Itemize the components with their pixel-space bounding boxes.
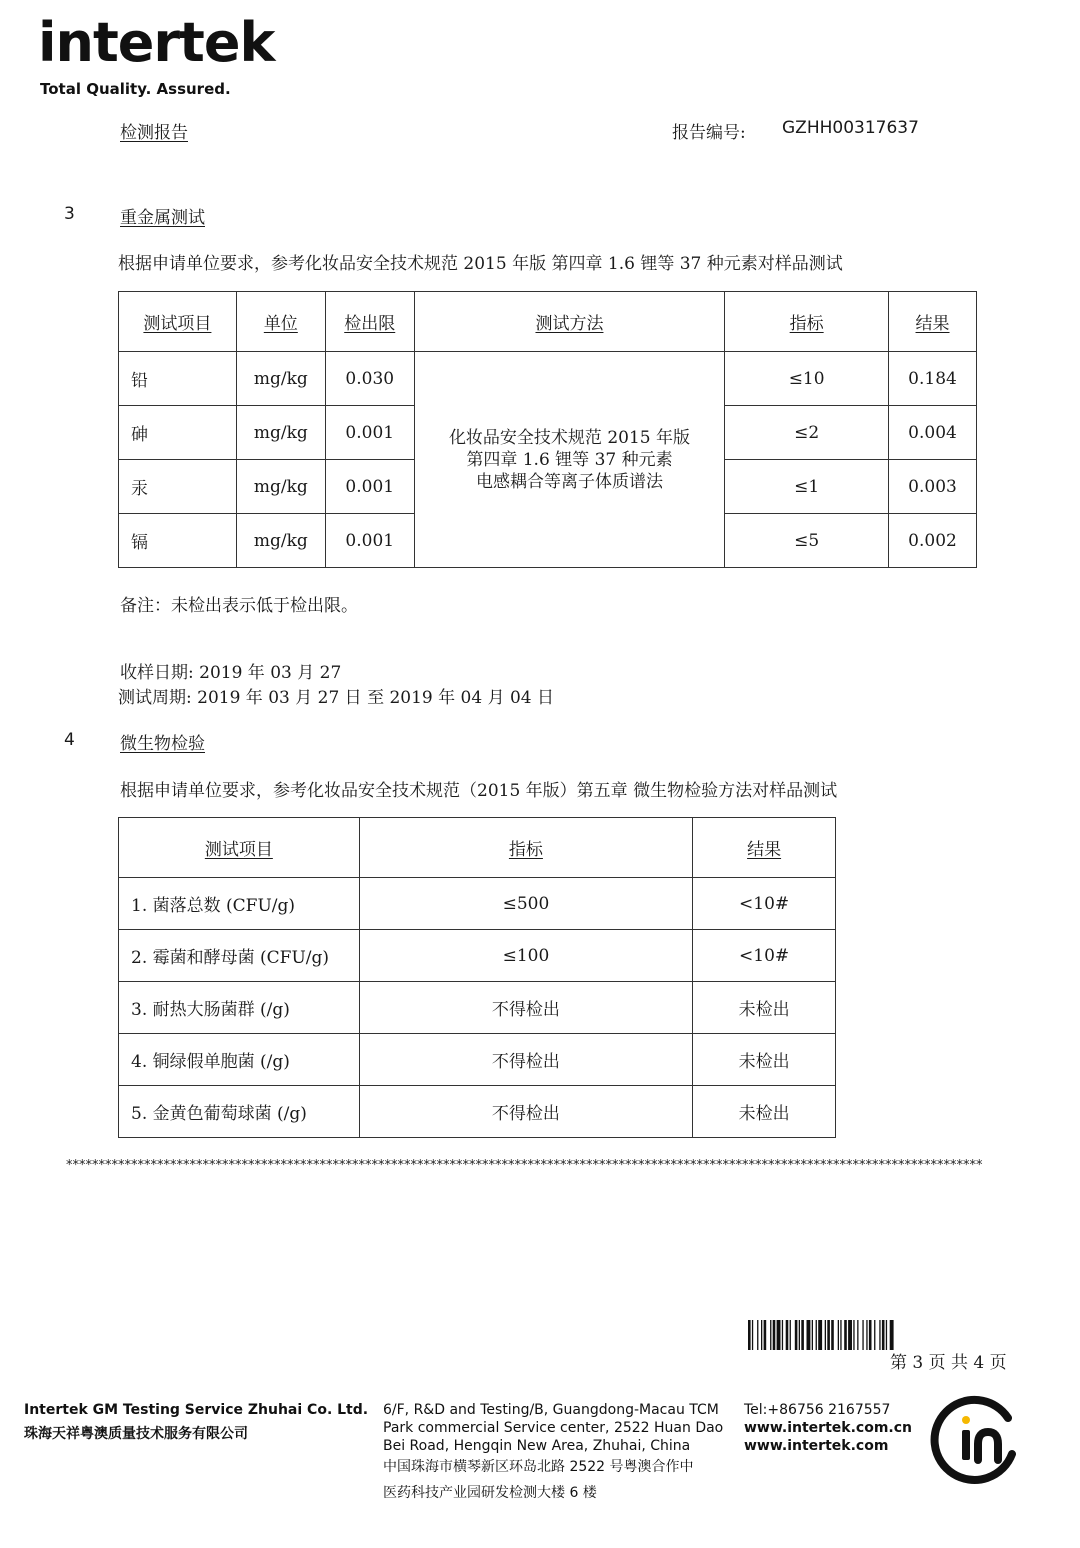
row-unit: mg/kg [236, 352, 325, 406]
table-row [119, 930, 836, 982]
row-limit: 0.001 [325, 514, 414, 568]
website-com: www.intertek.com [744, 1438, 889, 1454]
row-unit: mg/kg [236, 406, 325, 460]
address-line: 医药科技产业园研发检测大楼 6 楼 [383, 1485, 597, 1501]
company-name-cn: 珠海天祥粤澳质量技术服务有限公司 [24, 1426, 248, 1442]
row-item: 铅 [119, 352, 237, 406]
row-result: 未检出 [693, 1034, 836, 1086]
row-spec: 不得检出 [359, 1086, 692, 1138]
row-spec: 不得检出 [359, 982, 692, 1034]
intertek-in-circle-icon [930, 1392, 1026, 1488]
row-spec: ≤5 [725, 514, 889, 568]
row-limit: 0.001 [325, 460, 414, 514]
company-name-en: Intertek GM Testing Service Zhuhai Co. Ltd. [24, 1402, 369, 1418]
row-item: 5. 金黄色葡萄球菌 (/g) [119, 1086, 360, 1138]
row-item: 2. 霉菌和酵母菌 (CFU/g) [119, 930, 360, 982]
address-line: 中国珠海市横琴新区环岛北路 2522 号粤澳合作中 [383, 1459, 694, 1475]
telephone: Tel:+86756 2167557 [744, 1402, 891, 1418]
row-spec: 不得检出 [359, 1034, 692, 1086]
address-line: Bei Road, Hengqin New Area, Zhuhai, China [383, 1438, 691, 1454]
header-test-item: 测试项目 [119, 292, 237, 352]
barcode-icon [748, 1320, 1012, 1350]
section-3-title: 重金属测试 [120, 208, 205, 228]
table-row [119, 352, 977, 406]
report-number: GZHH00317637 [782, 118, 919, 138]
row-item: 砷 [119, 406, 237, 460]
table-header-row [119, 818, 836, 878]
end-of-report-separator: ********************************************************************************************************************************************* [66, 1158, 983, 1173]
method-line-2: 第四章 1.6 锂等 37 种元素 [466, 449, 673, 470]
section-4-number: 4 [64, 730, 75, 750]
test-period: 测试周期: 2019 年 03 月 27 日 至 2019 年 04 月 04 日 [118, 688, 555, 708]
section-4-description: 根据申请单位要求，参考化妆品安全技术规范（2015 年版）第五章 微生物检验方法对样品测试 [120, 781, 838, 801]
row-limit: 0.001 [325, 406, 414, 460]
section-3-number: 3 [64, 204, 75, 224]
header-specification: 指标 [359, 818, 692, 878]
website-cn: www.intertek.com.cn [744, 1420, 912, 1436]
header-specification: 指标 [725, 292, 889, 352]
row-limit: 0.030 [325, 352, 414, 406]
row-result: 未检出 [693, 1086, 836, 1138]
row-unit: mg/kg [236, 460, 325, 514]
row-result: 0.003 [889, 460, 977, 514]
row-unit: mg/kg [236, 514, 325, 568]
address-line: 6/F, R&D and Testing/B, Guangdong-Macau TCM [383, 1402, 719, 1418]
row-item: 3. 耐热大肠菌群 (/g) [119, 982, 360, 1034]
row-spec: ≤100 [359, 930, 692, 982]
header-test-item: 测试项目 [119, 818, 360, 878]
table-row [119, 1034, 836, 1086]
method-line-3: 电感耦合等离子体质谱法 [475, 471, 663, 492]
header-result: 结果 [693, 818, 836, 878]
section-4-title: 微生物检验 [120, 734, 205, 754]
table-note: 备注：未检出表示低于检出限。 [120, 596, 358, 616]
header-test-method: 测试方法 [414, 292, 725, 352]
row-item: 1. 菌落总数 (CFU/g) [119, 878, 360, 930]
row-result: <10# [693, 930, 836, 982]
microbial-table [118, 817, 836, 1138]
row-spec: ≤10 [725, 352, 889, 406]
table-row [119, 878, 836, 930]
logo-tagline: Total Quality. Assured. [40, 80, 231, 98]
row-result: 未检出 [693, 982, 836, 1034]
table-row [119, 982, 836, 1034]
address-line: Park commercial Service center, 2522 Huan Dao [383, 1420, 724, 1436]
header-detection-limit: 检出限 [325, 292, 414, 352]
row-spec: ≤2 [725, 406, 889, 460]
method-line-1: 化妆品安全技术规范 2015 年版 [448, 427, 691, 448]
page-indicator: 第 3 页 共 4 页 [890, 1353, 1007, 1373]
row-item: 4. 铜绿假单胞菌 (/g) [119, 1034, 360, 1086]
row-spec: ≤1 [725, 460, 889, 514]
table-header-row [119, 292, 977, 352]
header-unit: 单位 [236, 292, 325, 352]
report-title: 检测报告 [120, 123, 188, 143]
heavy-metal-table [118, 291, 977, 568]
row-result: 0.004 [889, 406, 977, 460]
row-result: 0.184 [889, 352, 977, 406]
row-result: 0.002 [889, 514, 977, 568]
section-3-description: 根据申请单位要求，参考化妆品安全技术规范 2015 年版 第四章 1.6 锂等 37 种元素对样品测试 [118, 254, 843, 274]
intertek-logo: intertek [38, 11, 275, 74]
row-spec: ≤500 [359, 878, 692, 930]
receive-date: 收样日期: 2019 年 03 月 27 [120, 663, 342, 683]
row-result: <10# [693, 878, 836, 930]
table-row [119, 1086, 836, 1138]
company-address [383, 1401, 723, 1502]
row-item: 汞 [119, 460, 237, 514]
row-item: 镉 [119, 514, 237, 568]
test-method-cell [414, 352, 725, 568]
header-result: 结果 [889, 292, 977, 352]
report-number-label: 报告编号: [672, 123, 746, 143]
